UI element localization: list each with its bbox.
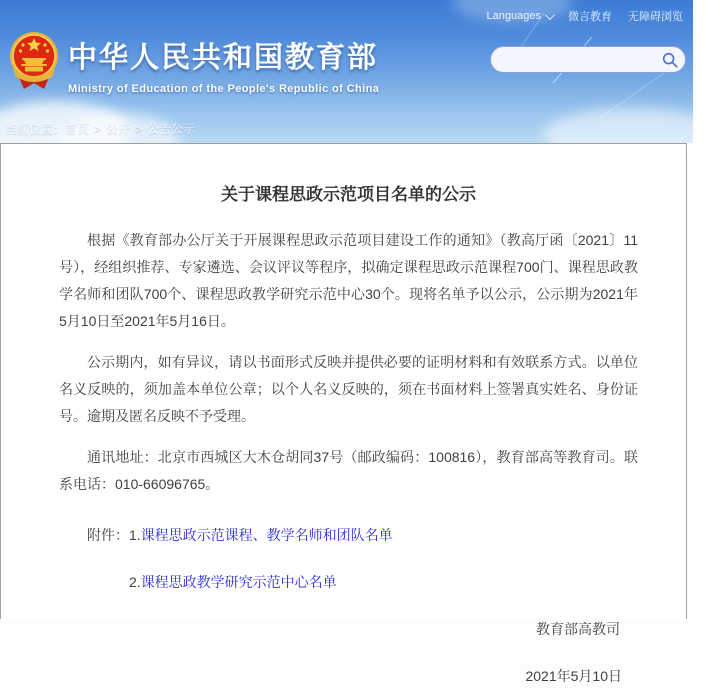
- breadcrumb-home[interactable]: 首页: [65, 122, 90, 136]
- attachment-row: [59, 569, 638, 596]
- site-subtitle: Ministry of Education of the People's Republic of China: [68, 83, 380, 95]
- paragraph-contact: 通讯地址：北京市西城区大木仓胡同37号（邮政编码：100816），教育部高等教育司。联系电话：010-66096765。: [59, 449, 638, 492]
- languages-menu[interactable]: [487, 10, 552, 22]
- attachment-row: [59, 522, 638, 549]
- paragraph-objection: 公示期内，如有异议，请以书面形式反映并提供必要的证明材料和有效联系方式。以单位名义反映的，须加盖本单位公章；以个人名义反映的，须在书面材料上签署真实姓名、身份证号。逾期及匿名反映不予受理。: [59, 354, 638, 424]
- search-input[interactable]: [503, 50, 661, 70]
- breadcrumb-separator: >: [135, 122, 143, 136]
- document-date: 2021年5月10日: [525, 668, 622, 684]
- topbar-links: [487, 8, 683, 24]
- breadcrumb: [5, 120, 195, 137]
- breadcrumb-separator: >: [94, 122, 102, 136]
- breadcrumb-label: 当前位置：: [5, 122, 66, 136]
- paragraph-basis: 根据《教育部办公厅关于开展课程思政示范项目建设工作的通知》（教高厅函〔2021〕11号），经组织推荐、专家遴选、会议评议等程序，拟确定课程思政示范课程700门、课程思政教学名师和团队700个、课程思政教学研究示范中心30个。现将名单予以公示，公示期为2021年5月10日至2021年5月16日。: [59, 232, 638, 329]
- page-title: 关于课程思政示范项目名单的公示: [221, 185, 476, 204]
- search-icon[interactable]: [661, 51, 679, 69]
- site-titles: [68, 31, 379, 95]
- announcement-article: [1, 144, 686, 690]
- attachments-label: 附件：: [87, 527, 129, 543]
- wechat-education-link[interactable]: 微言教育: [568, 11, 612, 23]
- attachment-link-1[interactable]: 课程思政示范课程、教学名师和团队名单: [140, 527, 393, 543]
- site-title: 中华人民共和国教育部: [68, 42, 379, 74]
- site-header: [0, 0, 693, 143]
- attachments-section: [59, 522, 638, 596]
- attachment-link-2[interactable]: 课程思政教学研究示范中心名单: [140, 574, 337, 590]
- accessibility-link[interactable]: 无障碍浏览: [628, 11, 683, 23]
- signer: 教育部高教司: [536, 621, 620, 637]
- attachment-number: 2.: [129, 574, 141, 590]
- chevron-down-icon: [545, 10, 555, 20]
- content-panel: [0, 143, 687, 684]
- breadcrumb-gongkai[interactable]: 公开: [106, 122, 131, 136]
- languages-label: Languages: [486, 10, 541, 22]
- search-box: [490, 46, 686, 73]
- breadcrumb-notices[interactable]: 公告公示: [147, 122, 196, 136]
- site-logo-home-link[interactable]: [8, 31, 379, 95]
- attachment-number: 1.: [129, 527, 141, 543]
- national-emblem-icon: [8, 31, 60, 95]
